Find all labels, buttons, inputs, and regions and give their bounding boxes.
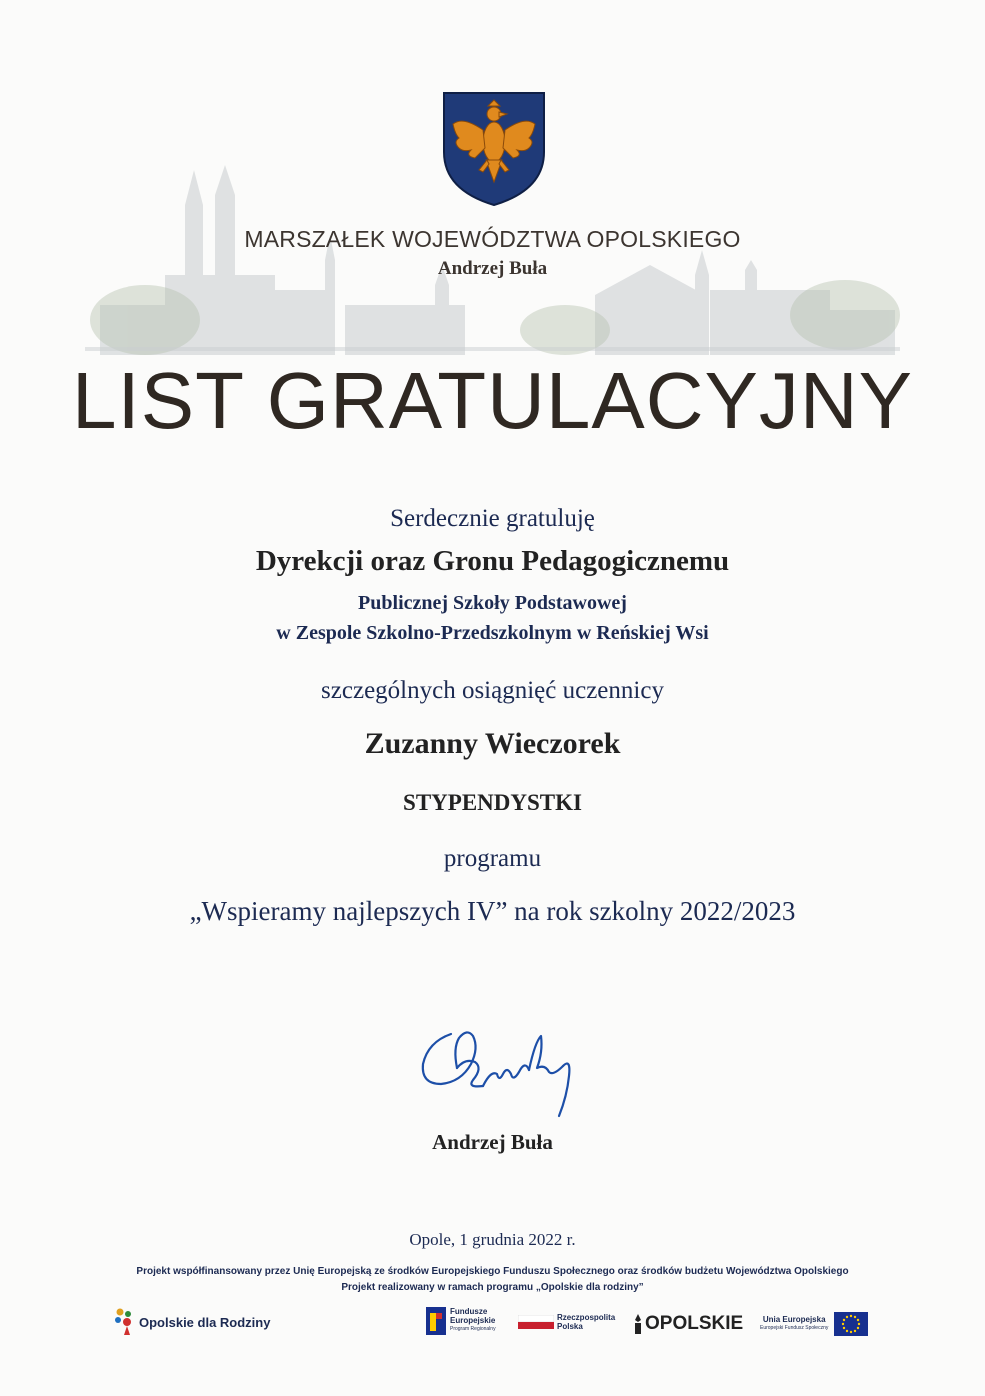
program-word: programu [443,845,542,872]
footer-program-note: Projekt realizowany w ramach programu „Opolskie dla rodziny” [341,1282,644,1293]
fundusze-europejskie-icon [426,1307,446,1335]
student-name: Zuzanny Wieczorek [364,727,621,760]
rp-line-2: Polska [557,1322,583,1331]
rzeczpospolita-polska-logo [518,1313,615,1331]
signer-name: Andrzej Buła [432,1130,553,1154]
document-title: LIST GRATULACYJNY [72,356,913,445]
opolskie-label: OPOLSKIE [645,1313,744,1334]
fundusze-sub: Program Regionalny [450,1326,496,1332]
school-line-1: Publicznej Szkoły Podstawowej [358,592,627,614]
ue-sub: Europejski Fundusz Społeczny [760,1325,829,1331]
fundusze-line-1: Fundusze [450,1307,488,1316]
recipient-line: Dyrekcji oraz Gronu Pedagogicznemu [255,545,730,577]
polish-flag-icon [518,1315,554,1329]
place-date: Opole, 1 grudnia 2022 r. [409,1230,576,1249]
eu-flag-icon [834,1312,868,1336]
signature-icon [413,1012,583,1132]
opolskie-dla-rodziny-label: Opolskie dla Rodziny [139,1314,271,1330]
student-status: STYPENDYSTKI [403,790,582,815]
opolskie-crest-icon [441,90,547,208]
opolskie-mark-icon [633,1314,643,1334]
achievements-line: szczególnych osiągnięć uczennicy [321,677,664,704]
program-name: „Wspieramy najlepszych IV” na rok szkolny 2022/2023 [189,896,796,926]
opolskie-logo [633,1313,743,1335]
unia-europejska-logo [760,1312,868,1336]
rp-line-1: Rzeczpospolita [557,1313,616,1322]
opolskie-dla-rodziny-logo [113,1305,270,1339]
ue-line-1: Unia Europejska [762,1315,826,1324]
fundusze-europejskie-logo [426,1307,496,1335]
greeting-line: Serdecznie gratuluję [390,505,595,532]
school-line-2: w Zespole Szkolno-Przedszkolnym w Reńskiej Wsi [276,622,709,644]
fundusze-line-2: Europejskie [450,1316,496,1325]
institution-title: MARSZAŁEK WOJEWÓDZTWA OPOLSKIEGO [244,226,741,252]
footer-cofinancing-note: Projekt współfinansowany przez Unię Europejską ze środków Europejskiego Funduszu Społecznego oraz środków budżetu Województwa Opolskiego [136,1266,849,1277]
marshal-name: Andrzej Buła [437,258,548,279]
opolskie-dla-rodziny-icon [113,1307,135,1337]
